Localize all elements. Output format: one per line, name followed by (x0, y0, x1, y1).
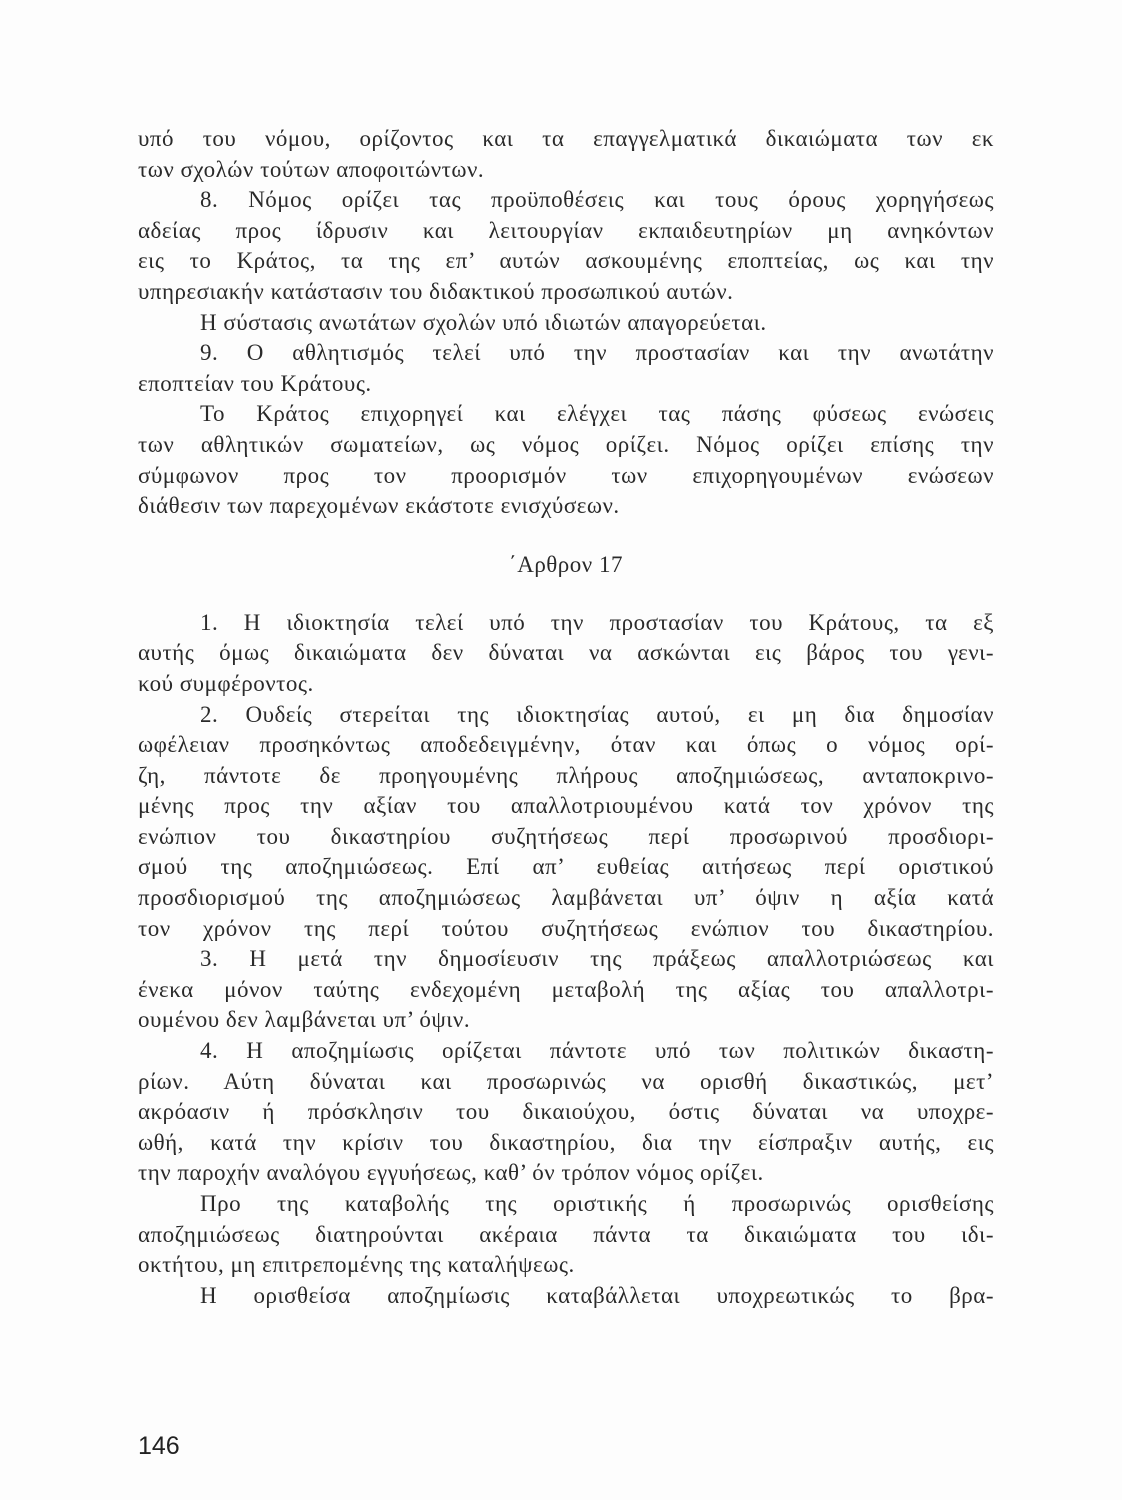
text-line: υπηρεσιακήν κατάστασιν του διδακτικού προσωπικού αυτών. (138, 278, 734, 304)
text-line: ωφέλειαν προσηκόντως αποδεδειγμένην, όταν και όπως ο νόμος ορί- (138, 732, 994, 758)
text-line: κού συμφέροντος. (138, 670, 314, 696)
paragraph-3-start: 3. Η μετά την δημοσίευσιν της πράξεως απαλλοτριώσεως και (200, 946, 994, 972)
text-line: αποζημιώσεως διατηρούνται ακέραια πάντα τα δικαιώματα του ιδι- (138, 1221, 994, 1247)
text-line: υπό του νόμου, ορίζοντος και τα επαγγελματικά δικαιώματα των εκ (138, 126, 994, 151)
article-heading: ΄Αρθρον 17 (509, 551, 623, 577)
paragraph-2-start: 2. Ουδείς στερείται της ιδιοκτησίας αυτού, ει μη δια δημοσίαν (200, 701, 994, 727)
text-line: οκτήτου, μη επιτρεπομένης της καταλήψεως. (138, 1252, 575, 1278)
text-line: την παροχήν αναλόγου εγγυήσεως, καθ’ όν τρόπον νόμος ορίζει. (138, 1160, 764, 1186)
text-line: ζη, πάντοτε δε προηγουμένης πλήρους αποζημιώσεως, ανταποκρινο- (138, 762, 994, 788)
paragraph-9-start: 9. Ο αθλητισμός τελεί υπό την προστασίαν και την ανωτάτην (200, 340, 994, 366)
text-line: εποπτείαν του Κράτους. (138, 370, 372, 396)
text-line: ωθή, κατά την κρίσιν του δικαστηρίου, δια την είσπραξιν αυτής, εις (138, 1129, 994, 1155)
text-line: ένεκα μόνον ταύτης ενδεχομένη μεταβολή της αξίας του απαλλοτρι- (138, 976, 994, 1002)
paragraph-start: Η σύστασις ανωτάτων σχολών υπό ιδιωτών απαγορεύεται. (200, 309, 767, 335)
article-heading-wrap (138, 522, 994, 608)
paragraph-4-start: 4. Η αποζημίωσις ορίζεται πάντοτε υπό των πολιτικών δικαστη- (200, 1038, 994, 1064)
page-number: 146 (138, 1432, 180, 1460)
text-line: διάθεσιν των παρεχομένων εκάστοτε ενισχύσεων. (138, 493, 620, 519)
paragraph-1-start: 1. Η ιδιοκτησία τελεί υπό την προστασίαν του Κράτους, τα εξ (200, 609, 994, 635)
paragraph-start: Το Κράτος επιχορηγεί και ελέγχει τας πάσης φύσεως ενώσεις (200, 401, 994, 427)
paragraph-start: Η ορισθείσα αποζημίωσις καταβάλλεται υποχρεωτικώς το βρα- (200, 1282, 994, 1308)
text-line: μένης προς την αξίαν του απαλλοτριουμένου κατά τον χρόνον της (138, 793, 994, 819)
text-line: προσδιορισμού της αποζημιώσεως λαμβάνεται υπ’ όψιν η αξία κατά (138, 885, 994, 911)
text-line: ενώπιον του δικαστηρίου συζητήσεως περί προσωρινού προσδιορι- (138, 823, 994, 849)
text-line: σμού της αποζημιώσεως. Επί απ’ ευθείας αιτήσεως περί οριστικού (138, 854, 994, 880)
text-line: αυτής όμως δικαιώματα δεν δύναται να ασκώνται εις βάρος του γενι- (138, 640, 994, 666)
text-line: εις το Κράτος, τα της επ’ αυτών ασκουμένης εποπτείας, ως και την (138, 248, 994, 274)
text-line: ακρόασιν ή πρόσκλησιν του δικαιούχου, όστις δύναται να υποχρε- (138, 1099, 994, 1125)
body-text (138, 124, 994, 1311)
text-line: τον χρόνον της περί τούτου συζητήσεως ενώπιον του δικαστηρίου. (138, 915, 994, 941)
paragraph-8-start: 8. Νόμος ορίζει τας προϋποθέσεις και τους όρους χορηγήσεως (200, 187, 994, 213)
text-line: των αθλητικών σωματείων, ως νόμος ορίζει. Νόμος ορίζει επίσης την (138, 431, 994, 457)
text-line: ουμένου δεν λαμβάνεται υπ’ όψιν. (138, 1007, 471, 1033)
text-line: ρίων. Αύτη δύναται και προσωρινώς να ορισθή δικαστικώς, μετ’ (138, 1068, 994, 1094)
text-line: σύμφωνον προς τον προορισμόν των επιχορηγουμένων ενώσεων (138, 462, 994, 488)
text-line: των σχολών τούτων αποφοιτώντων. (138, 156, 485, 182)
text-line: αδείας προς ίδρυσιν και λειτουργίαν εκπαιδευτηρίων μη ανηκόντων (138, 217, 994, 243)
paragraph-start: Προ της καταβολής της οριστικής ή προσωρινώς ορισθείσης (200, 1191, 994, 1216)
